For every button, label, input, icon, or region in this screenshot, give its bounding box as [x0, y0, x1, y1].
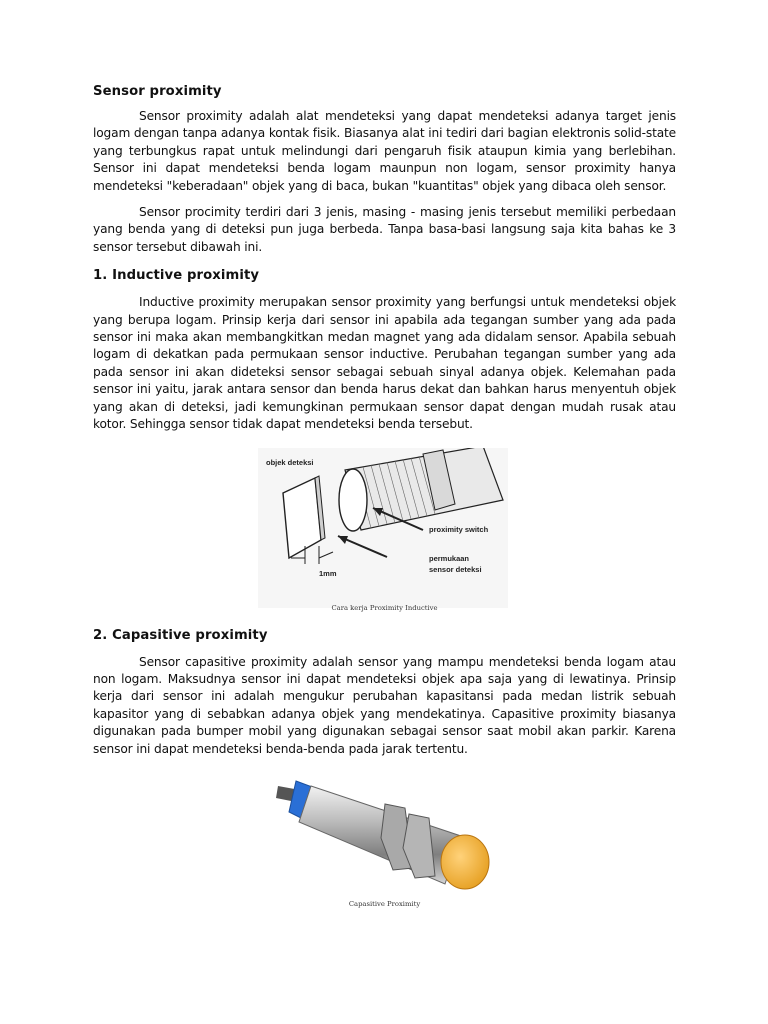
sensor-orange-cap: [441, 835, 489, 889]
label-switch: proximity switch: [429, 524, 489, 534]
label-surface-line2: sensor deteksi: [429, 564, 482, 574]
label-object: objek deteksi: [266, 457, 314, 467]
sensor-barrel: [299, 786, 461, 884]
section-body-capasitive: Sensor capasitive proximity adalah sensor yang mampu mendeteksi benda logam atau non logam. Maksudnya sensor ini dapat mendeteksi objek apa saja yang di lewatinya. Prinsip kerja dari sensor ini adalah mengukur perubahan kapasitansi pada medan listrik sebuah kapasitor yang di sebabkan adanya objek yang mendekatinya. Capasitive proximity biasanya digunakan pada bumper mobil yang digunakan sebagai sensor saat mobil akan parkir. Karena sensor ini dapat mendeteksi benda-benda pada jarak tertentu.: [93, 654, 676, 756]
capasitive-photo-figure: [93, 776, 676, 912]
label-surface-line1: permukaan: [429, 553, 470, 563]
page-title: Sensor proximity: [93, 84, 222, 99]
sensor-face: [339, 469, 367, 531]
inductive-diagram: [93, 448, 676, 616]
inductive-diagram-figure: [93, 448, 676, 616]
section-heading-inductive: 1. Inductive proximity: [93, 268, 260, 284]
section-heading-capasitive: 2. Capasitive proximity: [93, 627, 268, 643]
section-body-inductive: Inductive proximity merupakan sensor proximity yang berfungsi untuk mendeteksi objek yang berupa logam. Prinsip kerja dari sensor ini apabila ada tegangan sumber yang ada pada sensor ini maka akan membangkitkan medan magnet yang ada didalam sensor. Apabila sebuah logam di dekatkan pada permukaan sensor inductive. Perubahan tegangan sumber yang ada pada sensor ini akan dideteksi sensor sebagai sebuah sinyal adanya objek. Kelemahan pada sensor ini yaitu, jarak antara sensor dan benda harus dekat dan bahkan harus menyentuh objek yang akan di deteksi, jadi kemungkinan permukaan sensor dapat dengan mudah rusak atau kotor. Sehingga sensor tidak dapat mendeteksi benda tersebut.: [93, 295, 676, 432]
capasitive-figure-caption: Capasitive Proximity: [348, 899, 421, 908]
inductive-figure-caption: Cara kerja Proximity Inductive: [331, 603, 438, 612]
document-content: [93, 84, 676, 912]
intro-paragraph-1: Sensor proximity adalah alat mendeteksi yang dapat mendeteksi adanya target jenis logam dengan tanpa adanya kontak fisik. Biasanya alat ini tediri dari bagian elektronis solid-state yang terbungkus rapat untuk melindungi dari pengaruh fisik ataupun kimia yang berlebihan. Sensor ini dapat mendeteksi benda logam maunpun non logam, sensor proximity hanya mendeteksi "keberadaan" objek yang di baca, bukan "kuantitas" objek yang dibaca oleh sensor.: [93, 109, 676, 193]
intro-paragraph-2: Sensor procimity terdiri dari 3 jenis, masing - masing jenis tersebut memiliki perbedaan yang benda yang di deteksi pun juga berbeda. Tanpa basa-basi langsung saja kita bahas ke 3 sensor tersebut dibawah ini.: [93, 205, 676, 254]
label-gap: 1mm: [319, 568, 337, 578]
capasitive-sensor-image: [93, 776, 676, 906]
